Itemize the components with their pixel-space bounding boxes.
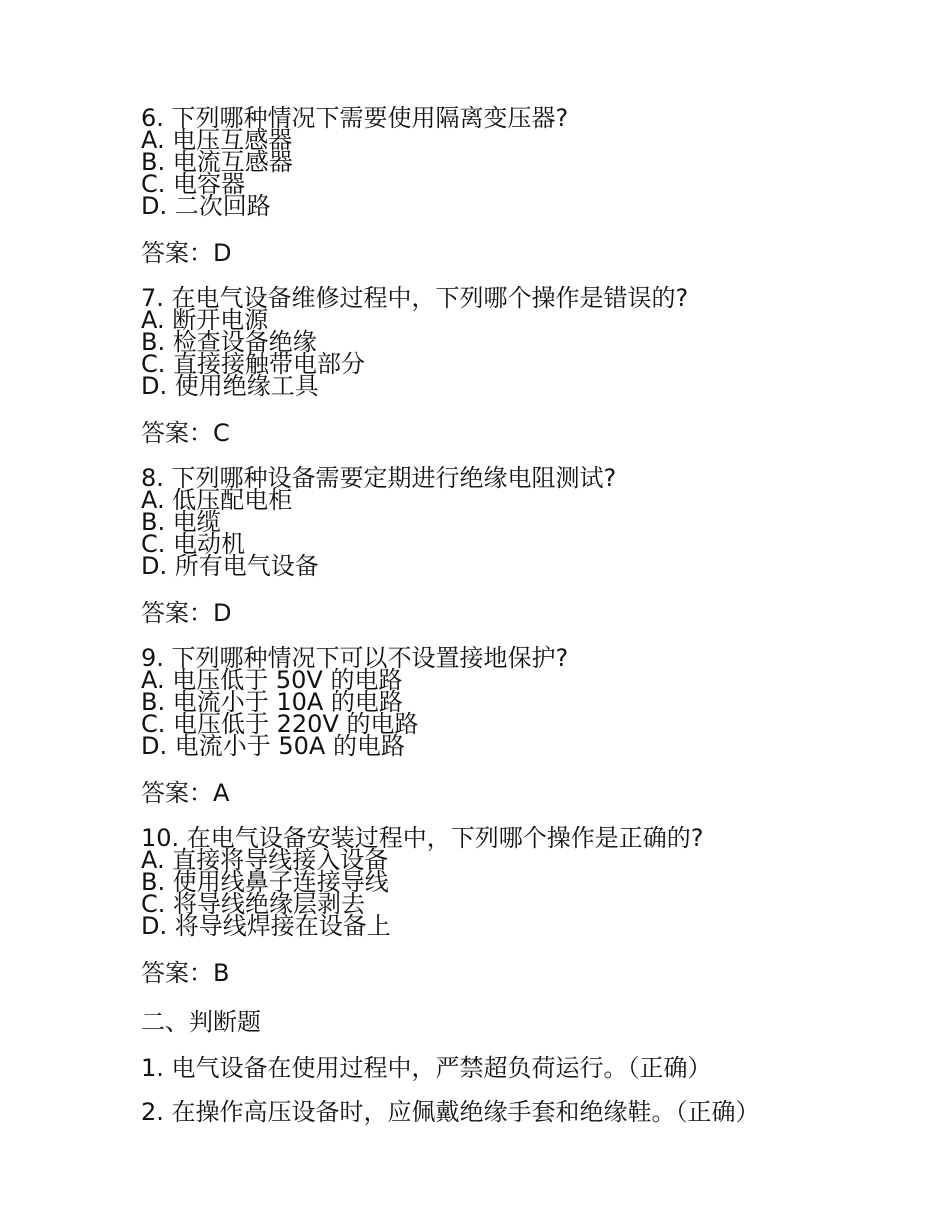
question-stem: 6. 下列哪种情况下需要使用隔离变压器? xyxy=(141,104,569,132)
question-stem: 10. 在电气设备安装过程中，下列哪个操作是正确的? xyxy=(141,824,704,852)
option-d: D. 电流小于 50A 的电路 xyxy=(141,732,405,760)
question-stem: 9. 下列哪种情况下可以不设置接地保护? xyxy=(141,644,569,672)
answer: 答案：D xyxy=(141,239,232,267)
option-c: C. 电压低于 220V 的电路 xyxy=(141,710,419,738)
question-7 xyxy=(141,284,901,448)
option-a: A. 低压配电柜 xyxy=(141,486,293,514)
option-b: B. 使用线鼻子连接导线 xyxy=(141,868,389,896)
option-b: B. 检查设备绝缘 xyxy=(141,328,317,356)
option-d: D. 二次回路 xyxy=(141,192,271,220)
answer: 答案：B xyxy=(141,959,230,987)
answer: 答案：A xyxy=(141,779,230,807)
judgement-item-2: 2. 在操作高压设备时，应佩戴绝缘手套和绝缘鞋。（正确） xyxy=(141,1098,760,1126)
option-b: B. 电缆 xyxy=(141,508,221,536)
question-stem: 8. 下列哪种设备需要定期进行绝缘电阻测试? xyxy=(141,464,617,492)
answer: 答案：C xyxy=(141,419,230,447)
question-10 xyxy=(141,824,901,988)
option-d: D. 使用绝缘工具 xyxy=(141,372,319,400)
option-d: D. 将导线焊接在设备上 xyxy=(141,912,391,940)
option-c: C. 直接接触带电部分 xyxy=(141,350,366,378)
answer: 答案：D xyxy=(141,599,232,627)
question-6 xyxy=(141,104,901,268)
option-a: A. 电压互感器 xyxy=(141,126,293,154)
question-8 xyxy=(141,464,901,628)
option-c: C. 将导线绝缘层剥去 xyxy=(141,890,366,918)
option-b: B. 电流小于 10A 的电路 xyxy=(141,688,403,716)
option-c: C. 电容器 xyxy=(141,170,246,198)
option-d: D. 所有电气设备 xyxy=(141,552,319,580)
question-stem: 7. 在电气设备维修过程中，下列哪个操作是错误的? xyxy=(141,284,689,312)
option-c: C. 电动机 xyxy=(141,530,246,558)
option-a: A. 断开电源 xyxy=(141,306,269,334)
option-b: B. 电流互感器 xyxy=(141,148,293,176)
option-a: A. 电压低于 50V 的电路 xyxy=(141,666,403,694)
document-content xyxy=(141,104,901,1141)
question-9 xyxy=(141,644,901,808)
section-title-judgement: 二、判断题 xyxy=(141,1008,261,1036)
option-a: A. 直接将导线接入设备 xyxy=(141,846,389,874)
judgement-item-1: 1. 电气设备在使用过程中，严禁超负荷运行。（正确） xyxy=(141,1054,712,1082)
